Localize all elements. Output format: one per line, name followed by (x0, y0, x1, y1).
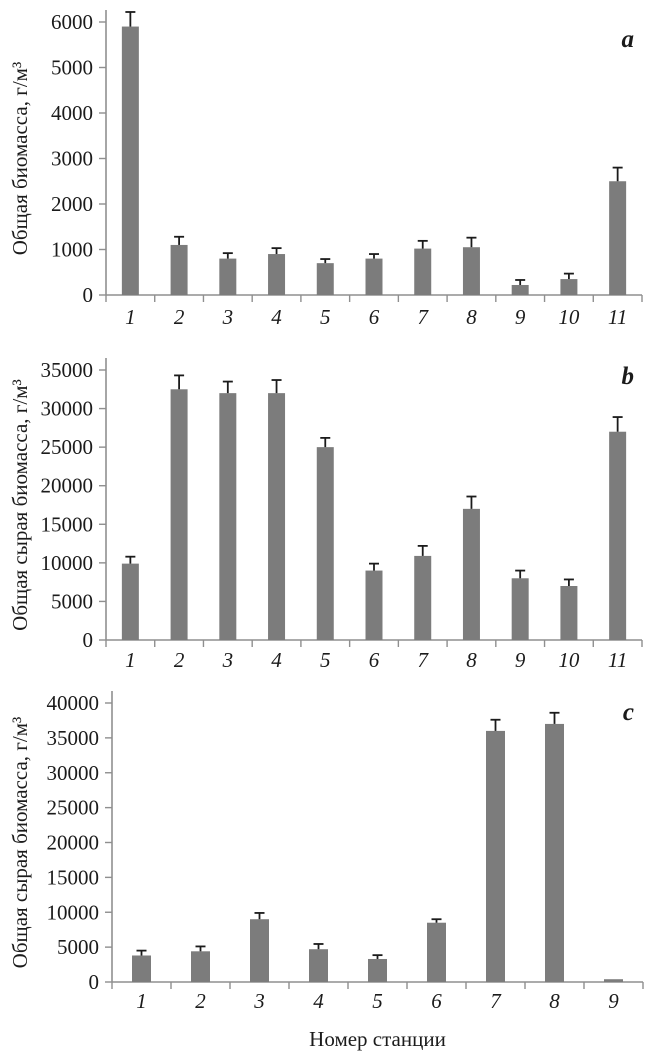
bar (268, 254, 285, 295)
x-tick-label: 8 (466, 305, 477, 329)
bar (132, 955, 151, 982)
bar (309, 949, 328, 982)
bar (171, 245, 188, 295)
bar (366, 571, 383, 640)
bar (317, 447, 334, 640)
x-tick-label: 5 (320, 648, 331, 672)
x-tick-label: 3 (222, 305, 234, 329)
bar (219, 259, 236, 295)
x-tick-label: 11 (607, 305, 628, 329)
bar (609, 432, 626, 640)
y-tick-label: 0 (82, 628, 93, 652)
x-tick-label: 9 (608, 989, 619, 1013)
y-tick-label: 0 (88, 970, 99, 994)
y-tick-label: 35000 (46, 725, 99, 750)
x-tick-label: 10 (558, 305, 580, 329)
bar (368, 959, 387, 982)
y-tick-label: 5000 (51, 589, 93, 614)
bar (463, 247, 480, 295)
bar (414, 249, 431, 295)
x-axis-title: Номер станции (309, 1027, 446, 1051)
x-tick-label: 8 (466, 648, 477, 672)
x-tick-label: 1 (136, 989, 147, 1013)
x-tick-label: 1 (125, 648, 136, 672)
x-tick-label: 7 (490, 989, 501, 1013)
y-axis-title: Общая биомасса, г/м³ (8, 61, 32, 256)
x-tick-label: 11 (607, 648, 628, 672)
chart-b-svg (0, 340, 646, 680)
y-tick-label: 2000 (51, 192, 93, 216)
y-tick-label: 10000 (46, 900, 99, 925)
bar (560, 279, 577, 295)
y-axis-title: Общая сырая биомасса, г/м³ (8, 379, 32, 631)
y-tick-label: 15000 (46, 865, 99, 890)
x-tick-label: 2 (173, 305, 185, 329)
chart-panel-b (0, 340, 646, 680)
y-tick-label: 25000 (40, 435, 93, 460)
x-tick-label: 3 (254, 989, 265, 1013)
x-tick-label: 6 (368, 648, 380, 672)
chart-c-svg (0, 680, 646, 1055)
y-tick-label: 40000 (46, 691, 99, 715)
x-tick-label: 6 (431, 989, 442, 1013)
x-tick-label: 4 (313, 989, 324, 1013)
x-tick-label: 5 (320, 305, 331, 329)
bar (366, 259, 383, 295)
x-tick-label: 2 (195, 989, 206, 1013)
bar (171, 389, 188, 640)
bar (122, 564, 139, 640)
bar (463, 509, 480, 640)
bar (250, 919, 269, 982)
x-tick-label: 7 (417, 648, 428, 672)
bar (427, 923, 446, 982)
y-axis-title: Общая сырая биомасса, г/м³ (8, 716, 32, 969)
bar (609, 181, 626, 295)
y-tick-label: 30000 (40, 396, 93, 421)
y-tick-label: 30000 (46, 760, 99, 785)
bar (545, 724, 564, 982)
bar (486, 731, 505, 982)
y-tick-label: 10000 (40, 550, 93, 575)
x-tick-label: 10 (558, 648, 580, 672)
chart-panel-a (0, 0, 646, 340)
y-tick-label: 5000 (57, 935, 99, 960)
x-tick-label: 1 (125, 305, 136, 329)
x-tick-label: 4 (271, 648, 282, 672)
chart-a-svg (0, 0, 646, 340)
y-tick-label: 20000 (46, 830, 99, 855)
x-tick-label: 9 (514, 648, 526, 672)
y-tick-label: 20000 (40, 473, 93, 498)
bar (512, 578, 529, 640)
x-tick-label: 5 (372, 989, 383, 1013)
chart-panel-c (0, 680, 646, 1055)
y-tick-label: 1000 (51, 237, 93, 262)
bar (191, 951, 210, 982)
y-tick-label: 6000 (51, 10, 93, 34)
x-tick-label: 6 (368, 305, 380, 329)
y-tick-label: 4000 (51, 101, 93, 125)
x-tick-label: 8 (549, 989, 560, 1013)
y-tick-label: 25000 (46, 795, 99, 820)
y-tick-label: 5000 (51, 55, 93, 80)
y-tick-label: 35000 (40, 358, 93, 382)
y-tick-label: 3000 (51, 146, 93, 171)
panel-label: c (622, 699, 634, 726)
bar (414, 556, 431, 640)
y-tick-label: 15000 (40, 512, 93, 537)
bar (122, 27, 139, 295)
bar (512, 285, 529, 295)
x-tick-label: 9 (514, 305, 526, 329)
x-tick-label: 4 (271, 305, 282, 329)
bar (560, 586, 577, 640)
bar (268, 393, 285, 640)
panel-label: a (621, 26, 634, 53)
x-tick-label: 7 (417, 305, 428, 329)
x-tick-label: 3 (222, 648, 234, 672)
y-tick-label: 0 (82, 283, 93, 307)
bar (219, 393, 236, 640)
x-tick-label: 2 (173, 648, 185, 672)
panel-label: b (621, 363, 634, 390)
bar (604, 979, 623, 982)
bar (317, 263, 334, 295)
